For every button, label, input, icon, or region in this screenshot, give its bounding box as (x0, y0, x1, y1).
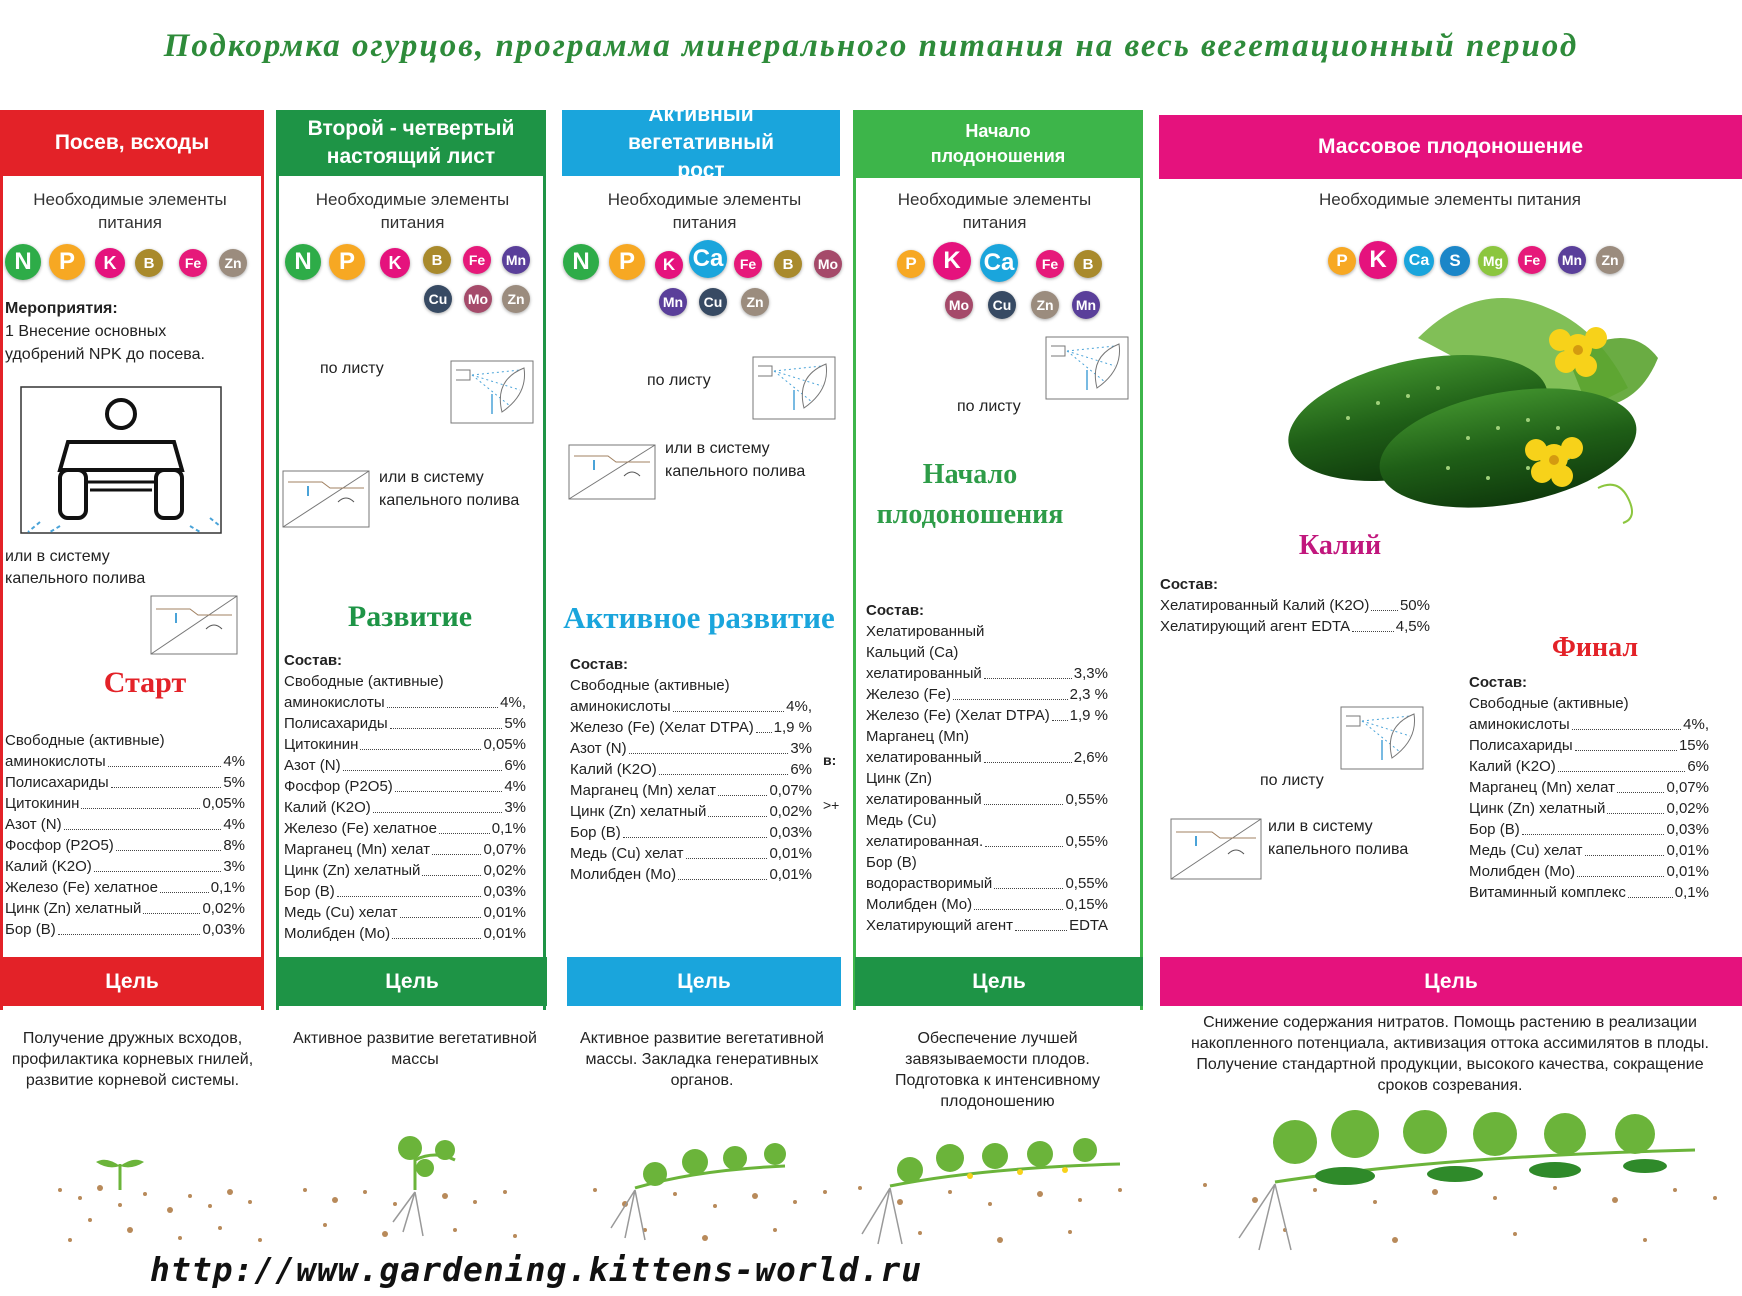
element-K-icon: K (95, 248, 125, 278)
tractor-icon (20, 386, 222, 534)
composition-value: 4% (504, 778, 526, 795)
drip-label-2: или в систему капельного полива (379, 469, 520, 509)
composition-row (866, 663, 1108, 684)
element-Mn-icon: Mn (1558, 246, 1586, 274)
composition-name: Полисахариды (1469, 737, 1573, 754)
composition-row (284, 797, 526, 818)
element-S-icon: S (1440, 246, 1470, 276)
element-Mo-icon: Mo (464, 285, 492, 313)
composition-name: Свободные (активные) (284, 673, 444, 690)
cucumber-illustration (1268, 268, 1658, 528)
composition-value: 4%, (1683, 716, 1709, 733)
composition-value: 0,55% (1065, 791, 1108, 808)
composition-name: Хелатированный Калий (K2O) (1160, 597, 1370, 614)
composition-value: 4%, (786, 698, 812, 715)
element-Zn-icon: Zn (1031, 291, 1059, 319)
composition-value: 0,15% (1065, 896, 1108, 913)
composition-list-3 (570, 654, 812, 885)
composition-value: 0,07% (1666, 779, 1709, 796)
composition-name: Цинк (Zn) хелатный (1469, 800, 1606, 817)
composition-name: аминокислоты (5, 753, 106, 770)
element-Zn-icon: Zn (219, 249, 247, 277)
composition-heading: Состав: (1469, 674, 1528, 691)
need-label-3: Необходимые элементы питания (607, 190, 802, 232)
composition-name: Цинк (Zn) хелатный (570, 803, 707, 820)
need-label-1: Необходимые элементы питания (33, 190, 227, 232)
composition-row (284, 692, 526, 713)
drip-irrigation-icon (282, 470, 370, 528)
element-Ca-icon: Ca (689, 240, 727, 278)
composition-value: EDTA (1069, 917, 1108, 934)
composition-value: 0,55% (1065, 833, 1108, 850)
element-N-icon: N (563, 244, 599, 280)
composition-row (1469, 735, 1709, 756)
composition-value: 0,02% (1666, 800, 1709, 817)
composition-name: Полисахариды (284, 715, 388, 732)
composition-value: 6% (1687, 758, 1709, 775)
element-Cu-icon: Cu (699, 288, 727, 316)
foliar-spray-icon (450, 360, 534, 424)
composition-name: Марганец (Mn) хелат (284, 841, 431, 858)
composition-name: Свободные (активные) (570, 677, 730, 694)
composition-name: Азот (N) (570, 740, 627, 757)
composition-row (284, 923, 526, 944)
composition-row (866, 810, 1108, 831)
composition-value: 1,9 % (1069, 707, 1108, 724)
composition-value: 15% (1678, 737, 1709, 754)
flowering-plant-soil-illustration (850, 1118, 1140, 1263)
element-Mo-icon: Mo (814, 250, 842, 278)
composition-value: 4% (223, 816, 245, 833)
element-Fe-icon: Fe (463, 246, 491, 274)
composition-name: Железо (Fe) (866, 686, 951, 703)
growing-plant-soil-illustration (585, 1130, 845, 1260)
element-Fe-icon: Fe (734, 250, 762, 278)
composition-row (570, 864, 812, 885)
composition-name: Молибден (Mo) (570, 866, 677, 883)
composition-row (570, 717, 812, 738)
composition-value: 5% (504, 715, 526, 732)
foliar-label-4: по листу (957, 398, 1021, 415)
composition-name: Железо (Fe) (Хелат DTPA) (570, 719, 754, 736)
composition-name: хелатированный (866, 791, 982, 808)
stage-name-5b: Финал (1551, 632, 1639, 663)
composition-row (1160, 616, 1430, 637)
composition-value: 0,05% (202, 795, 245, 812)
composition-row (570, 780, 812, 801)
composition-name: Молибден (Mo) (1469, 863, 1576, 880)
composition-name: Хелатированный (866, 623, 985, 640)
need-label-4: Необходимые элементы питания (897, 190, 1092, 232)
composition-value: 0,1% (491, 820, 526, 837)
element-Mn-icon: Mn (659, 288, 687, 316)
measures-text: 1 Внесение основных удобрений NPK до посева. (5, 323, 205, 363)
composition-row (570, 843, 812, 864)
drip-irrigation-icon (150, 595, 238, 655)
composition-name: Свободные (активные) (5, 732, 165, 749)
foliar-spray-icon (752, 356, 836, 420)
element-Cu-icon: Cu (424, 285, 452, 313)
composition-name: Калий (K2O) (1469, 758, 1556, 775)
composition-value: 0,01% (1666, 863, 1709, 880)
composition-row (284, 839, 526, 860)
composition-name: хелатированная. (866, 833, 984, 850)
composition-row (5, 772, 245, 793)
element-Mn-icon: Mn (1072, 291, 1100, 319)
element-Ca-icon: Ca (980, 244, 1018, 282)
composition-name: аминокислоты (1469, 716, 1570, 733)
element-K-icon: K (380, 248, 410, 278)
composition-heading: Состав: (1160, 576, 1219, 593)
stray-text-1: в: (823, 752, 837, 768)
goal-text-5: Снижение содержания нитратов. Помощь растению в реализации накопленного потенциала, активизация оттока ассимилятов в плоды. Получение стандартной продукции, высокого качества, сокращение сроков созревания. (1191, 1014, 1709, 1094)
composition-row (5, 835, 245, 856)
foliar-spray-icon (1045, 336, 1129, 400)
composition-row (5, 751, 245, 772)
composition-row (866, 747, 1108, 768)
element-N-icon: N (285, 244, 321, 280)
composition-row (1469, 819, 1709, 840)
composition-value: 0,01% (769, 845, 812, 862)
element-Mn-icon: Mn (502, 246, 530, 274)
composition-value: 4%, (500, 694, 526, 711)
composition-value: 3,3% (1073, 665, 1108, 682)
composition-row (866, 852, 1108, 873)
composition-row (284, 713, 526, 734)
stage-header-1: Посев, всходы (0, 110, 264, 176)
composition-name: Бор (B) (284, 883, 335, 900)
goal-text-2: Активное развитие вегетативной массы (293, 1030, 537, 1068)
composition-value: 0,03% (483, 883, 526, 900)
element-P-icon: P (49, 244, 85, 280)
composition-row (5, 877, 245, 898)
composition-name: хелатированный (866, 749, 982, 766)
composition-value: 0,01% (483, 925, 526, 942)
composition-row (1469, 714, 1709, 735)
element-Cu-icon: Cu (988, 291, 1016, 319)
composition-row (1469, 798, 1709, 819)
element-N-icon: N (5, 244, 41, 280)
composition-row (5, 898, 245, 919)
element-P-icon: P (1328, 247, 1356, 275)
composition-name: Цитокинин (284, 736, 359, 753)
composition-value: 0,02% (202, 900, 245, 917)
composition-heading: Состав: (284, 652, 343, 669)
fruiting-plant-soil-illustration (1195, 1090, 1735, 1260)
composition-row (1469, 693, 1709, 714)
composition-row (866, 873, 1108, 894)
element-Fe-icon: Fe (1036, 250, 1064, 278)
foliar-label-3: по листу (647, 372, 711, 389)
composition-list-4 (866, 600, 1108, 936)
composition-name: Железо (Fe) хелатное (284, 820, 437, 837)
composition-row (866, 684, 1108, 705)
composition-value: 5% (223, 774, 245, 791)
composition-value: 0,03% (202, 921, 245, 938)
composition-name: Бор (B) (1469, 821, 1520, 838)
stage-header-5: Массовое плодоношение (1159, 115, 1742, 179)
composition-name: Марганец (Mn) (866, 728, 970, 745)
composition-row (866, 726, 1108, 747)
composition-row (5, 730, 245, 751)
composition-name: Витаминный комплекс (1469, 884, 1626, 901)
composition-name: Цинк (Zn) хелатный (5, 900, 142, 917)
stage-name-4: Начало плодоношения (876, 459, 1064, 530)
stage-name-1: Старт (103, 666, 187, 699)
stage-name-3: Активное развитие (563, 600, 835, 635)
composition-name: Медь (Cu) хелат (284, 904, 398, 921)
composition-row (5, 814, 245, 835)
composition-row (866, 768, 1108, 789)
composition-name: Кальций (Ca) (866, 644, 959, 661)
composition-value: 0,07% (483, 841, 526, 858)
composition-value: 3% (223, 858, 245, 875)
stage-name-5a: Калий (1298, 530, 1382, 561)
composition-row (284, 818, 526, 839)
composition-row (1469, 882, 1709, 903)
composition-value: 8% (223, 837, 245, 854)
foliar-label-5: по листу (1260, 772, 1324, 789)
composition-row (284, 755, 526, 776)
composition-row (1469, 777, 1709, 798)
composition-name: Калий (K2O) (570, 761, 657, 778)
composition-row (866, 915, 1108, 936)
composition-value: 0,03% (769, 824, 812, 841)
composition-name: аминокислоты (570, 698, 671, 715)
composition-name: Цитокинин (5, 795, 80, 812)
composition-value: 0,01% (1666, 842, 1709, 859)
composition-row (284, 881, 526, 902)
composition-value: 4% (223, 753, 245, 770)
composition-name: аминокислоты (284, 694, 385, 711)
composition-name: Бор (B) (570, 824, 621, 841)
stage-header-2: Второй - четвертый настоящий лист (276, 110, 546, 176)
composition-value: 6% (504, 757, 526, 774)
composition-row (866, 894, 1108, 915)
composition-value: 2,6% (1073, 749, 1108, 766)
site-url[interactable]: http://www.gardening.kittens-world.ru (150, 1250, 923, 1289)
foliar-label-2: по листу (320, 360, 384, 377)
element-K-icon: K (1359, 241, 1397, 279)
element-Ca-icon: Ca (1404, 246, 1434, 276)
drip-irrigation-icon (568, 444, 656, 500)
composition-row (570, 675, 812, 696)
composition-row (866, 621, 1108, 642)
composition-name: Калий (K2O) (284, 799, 371, 816)
element-B-icon: B (423, 246, 451, 274)
composition-name: Азот (N) (5, 816, 62, 833)
stray-text-2: >+ (823, 797, 840, 813)
composition-heading: Состав: (866, 602, 925, 619)
composition-name: Железо (Fe) (Хелат DTPA) (866, 707, 1050, 724)
composition-row (570, 759, 812, 780)
composition-row (866, 831, 1108, 852)
element-P-icon: P (329, 244, 365, 280)
element-Fe-icon: Fe (179, 249, 207, 277)
composition-name: Полисахариды (5, 774, 109, 791)
seedling-soil-illustration (50, 1150, 280, 1260)
composition-name: Молибден (Mo) (284, 925, 391, 942)
composition-value: 0,02% (769, 803, 812, 820)
composition-list-5 (1469, 672, 1709, 903)
composition-row (866, 705, 1108, 726)
composition-name: Азот (N) (284, 757, 341, 774)
composition-row (570, 822, 812, 843)
goal-header-5: Цель (1160, 957, 1742, 1006)
element-K-icon: K (655, 251, 683, 279)
composition-name: Фосфор (P2O5) (284, 778, 393, 795)
drip-label-1: или в систему капельного полива (5, 548, 146, 587)
element-Mg-icon: Mg (1478, 246, 1508, 276)
element-B-icon: B (1074, 250, 1102, 278)
composition-row (5, 856, 245, 877)
stage-header-3: Активный вегетативный рост (562, 110, 840, 176)
stage-header-4: Начало плодоношения (853, 110, 1143, 178)
composition-row (1469, 861, 1709, 882)
composition-value: 50% (1399, 597, 1430, 614)
element-Mo-icon: Mo (945, 291, 973, 319)
drip-label-3: или в системy капельного полива (665, 440, 806, 480)
composition-name: Медь (Cu) хелат (570, 845, 684, 862)
composition-name: Медь (Cu) (866, 812, 937, 829)
composition-value: 0,03% (1666, 821, 1709, 838)
composition-value: 0,01% (483, 904, 526, 921)
composition-name: Марганец (Mn) хелат (570, 782, 717, 799)
composition-value: 0,07% (769, 782, 812, 799)
element-B-icon: B (135, 249, 163, 277)
composition-name: Цинк (Zn) (866, 770, 932, 787)
composition-name: Молибден (Mo) (866, 896, 973, 913)
composition-value: 4,5% (1395, 618, 1430, 635)
goal-text-3: Активное развитие вегетативной массы. Закладка генеративных органов. (580, 1030, 824, 1089)
composition-name: Бор (B) (5, 921, 56, 938)
element-Zn-icon: Zn (741, 288, 769, 316)
composition-row (570, 801, 812, 822)
composition-row (1160, 595, 1430, 616)
composition-row (1469, 756, 1709, 777)
goal-header-1: Цель (0, 957, 264, 1006)
composition-row (284, 860, 526, 881)
goal-text-1: Получение дружных всходов, профилактика корневых гнилей, развитие корневой системы. (11, 1030, 254, 1089)
composition-value: 1,9 % (773, 719, 812, 736)
composition-row (570, 696, 812, 717)
composition-name: Железо (Fe) хелатное (5, 879, 158, 896)
need-label-5: Необходимые элементы питания (1318, 190, 1582, 209)
composition-row (866, 642, 1108, 663)
measures-title: Мероприятия: (5, 300, 118, 317)
composition-value: 0,02% (483, 862, 526, 879)
composition-row (1469, 840, 1709, 861)
composition-value: 0,55% (1065, 875, 1108, 892)
element-P-icon: P (897, 250, 925, 278)
drip-irrigation-icon (1170, 818, 1262, 880)
composition-value: 0,1% (1674, 884, 1709, 901)
need-label-2: Необходимые элементы питания (315, 190, 510, 232)
page-title: Подкормка огурцов, программа минерального питания на весь вегетационный период (163, 28, 1579, 64)
composition-row (866, 789, 1108, 810)
composition-row (284, 776, 526, 797)
composition-row (284, 671, 526, 692)
composition-row (5, 793, 245, 814)
composition-row (284, 902, 526, 923)
element-P-icon: P (609, 244, 645, 280)
composition-list-5a (1160, 574, 1430, 637)
composition-name: Медь (Cu) хелат (1469, 842, 1583, 859)
composition-name: Хелатирующий агент (866, 917, 1014, 934)
element-Fe-icon: Fe (1518, 246, 1546, 274)
composition-name: хелатированный (866, 665, 982, 682)
composition-heading: Состав: (570, 656, 629, 673)
composition-row (5, 919, 245, 940)
composition-value: 0,01% (769, 866, 812, 883)
stage-name-2: Развитие (347, 600, 473, 633)
element-Zn-icon: Zn (502, 285, 530, 313)
young-plant-soil-illustration (295, 1130, 535, 1260)
composition-row (570, 738, 812, 759)
composition-name: Хелатирующий агент EDTA (1160, 618, 1351, 635)
composition-value: 2,3 % (1069, 686, 1108, 703)
composition-name: Марганец (Mn) хелат (1469, 779, 1616, 796)
element-B-icon: B (774, 250, 802, 278)
foliar-spray-icon (1340, 706, 1424, 770)
composition-value: 3% (504, 799, 526, 816)
goal-text-4: Обеспечение лучшей завязываемости плодов. Подготовка к интенсивному плодоношению (894, 1030, 1101, 1110)
composition-list-2 (284, 650, 526, 944)
composition-row (284, 734, 526, 755)
element-Zn-icon: Zn (1596, 246, 1624, 274)
goal-header-4: Цель (855, 957, 1143, 1006)
composition-name: водорастворимый (866, 875, 993, 892)
composition-name: Фосфор (P2O5) (5, 837, 114, 854)
composition-value: 0,05% (483, 736, 526, 753)
composition-name: Бор (B) (866, 854, 917, 871)
element-K-icon: K (933, 242, 971, 280)
composition-value: 0,1% (210, 879, 245, 896)
composition-value: 6% (790, 761, 812, 778)
composition-name: Цинк (Zn) хелатный (284, 862, 421, 879)
composition-name: Калий (K2O) (5, 858, 92, 875)
composition-value: 3% (790, 740, 812, 757)
drip-label-5: или в системy капельного полива (1268, 818, 1409, 858)
composition-name: Свободные (активные) (1469, 695, 1629, 712)
composition-list-1 (5, 730, 245, 940)
goal-header-3: Цель (567, 957, 841, 1006)
goal-header-2: Цель (277, 957, 547, 1006)
